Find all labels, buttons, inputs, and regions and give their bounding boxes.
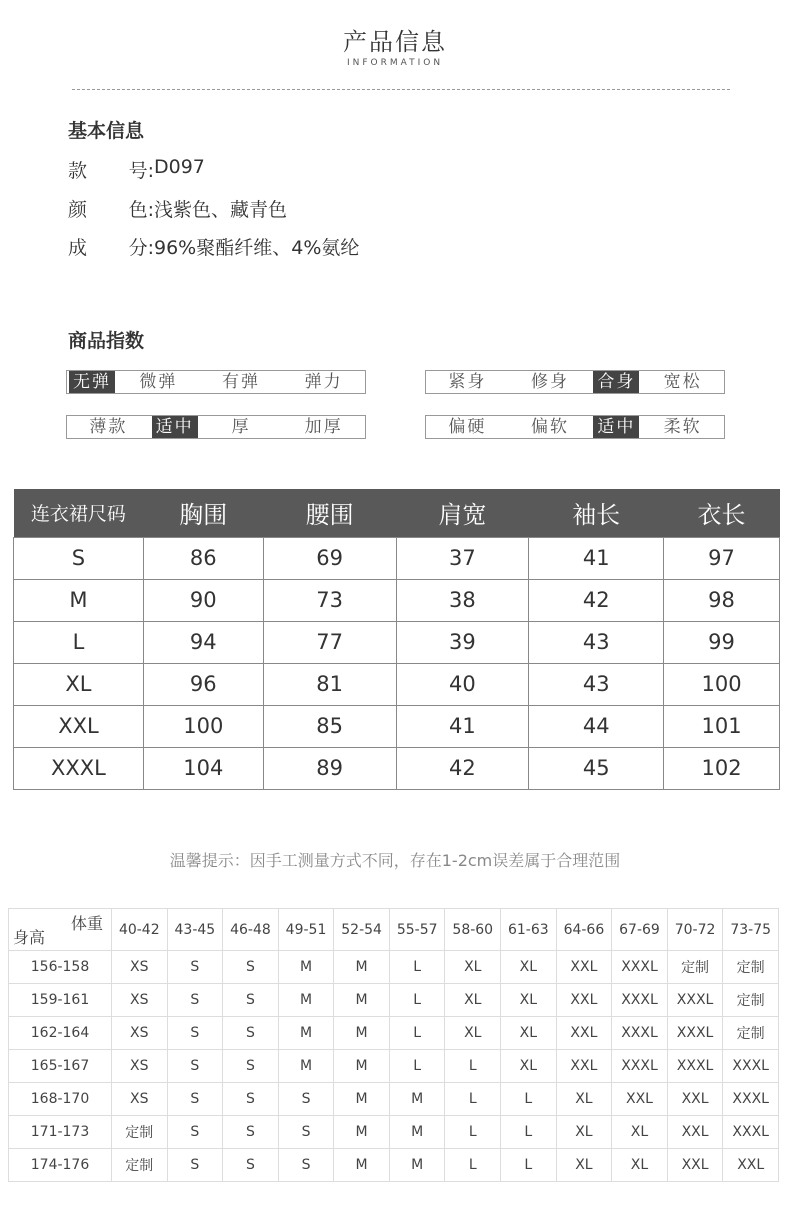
recommended-size-cell: XXL [556, 1017, 612, 1050]
recommended-size-cell: S [223, 1050, 279, 1083]
basic-info-heading: 基本信息 [68, 120, 145, 142]
weight-range-cell: 70-72 [667, 909, 723, 951]
recommended-size-cell: XL [445, 951, 501, 984]
index-scale [425, 370, 725, 394]
weight-range-cell: 52-54 [334, 909, 390, 951]
recommended-size-cell: S [167, 1149, 223, 1182]
table-row [9, 1083, 779, 1116]
size-value-cell: 73 [263, 579, 396, 621]
info-value: D097 [154, 156, 205, 178]
recommended-size-cell: 定制 [112, 1149, 168, 1182]
recommended-size-cell: M [278, 1017, 334, 1050]
weight-axis-label: 体重 [70, 914, 103, 933]
weight-header-row [9, 909, 779, 951]
recommended-size-cell: XXL [556, 1050, 612, 1083]
info-label-b: 号: [128, 160, 154, 182]
recommended-size-cell: S [167, 1083, 223, 1116]
index-option: 宽松 [663, 372, 702, 392]
height-range-cell: 159-161 [9, 984, 112, 1017]
height-range-cell: 162-164 [9, 1017, 112, 1050]
product-index-heading: 商品指数 [68, 330, 145, 352]
info-label-a: 颜 [68, 199, 88, 221]
recommended-size-cell: S [223, 1083, 279, 1116]
recommended-size-cell: S [167, 984, 223, 1017]
recommended-size-cell: XL [501, 1017, 557, 1050]
recommended-size-cell: S [167, 1116, 223, 1149]
table-row [9, 1050, 779, 1083]
size-value-cell: 42 [396, 747, 529, 789]
recommended-size-cell: M [278, 984, 334, 1017]
table-row [9, 1116, 779, 1149]
measurement-tip: 温馨提示：因手工测量方式不同，存在1-2cm误差属于合理范围 [169, 851, 621, 870]
size-col-header: 肩宽 [396, 489, 529, 537]
size-value-cell: 42 [529, 579, 664, 621]
size-value-cell: 97 [664, 537, 780, 579]
recommended-size-cell: XL [445, 1017, 501, 1050]
recommended-size-cell: L [445, 1116, 501, 1149]
recommended-size-cell: 定制 [723, 1017, 779, 1050]
recommended-size-cell: M [334, 1149, 390, 1182]
recommended-size-cell: XXL [556, 951, 612, 984]
recommended-size-cell: L [389, 951, 445, 984]
recommended-size-cell: L [445, 1050, 501, 1083]
recommended-size-cell: L [501, 1083, 557, 1116]
recommended-size-cell: 定制 [112, 1116, 168, 1149]
weight-range-cell: 67-69 [612, 909, 668, 951]
size-value-cell: 40 [396, 663, 529, 705]
size-value-cell: 101 [664, 705, 780, 747]
index-option: 修身 [531, 372, 569, 392]
recommended-size-cell: M [389, 1083, 445, 1116]
recommended-size-cell: XS [112, 1017, 168, 1050]
size-value-cell: 39 [396, 621, 529, 663]
size-label-cell: S [14, 537, 144, 579]
size-value-cell: 100 [143, 705, 263, 747]
recommended-size-cell: M [334, 951, 390, 984]
size-col-header: 衣长 [664, 489, 780, 537]
size-label-cell: M [14, 579, 144, 621]
index-option: 紧身 [448, 372, 487, 392]
recommended-size-cell: M [278, 1050, 334, 1083]
info-value: 浅紫色、藏青色 [154, 199, 288, 221]
height-axis-label: 身高 [13, 928, 46, 947]
info-label-a: 成 [68, 237, 88, 259]
weight-range-cell: 46-48 [223, 909, 279, 951]
size-value-cell: 43 [529, 663, 664, 705]
recommended-size-cell: S [167, 1017, 223, 1050]
index-option: 弹力 [304, 372, 343, 392]
table-row [14, 663, 780, 705]
recommended-size-cell: M [334, 1116, 390, 1149]
size-col-header: 连衣裙尺码 [14, 489, 144, 537]
recommended-size-cell: S [278, 1149, 334, 1182]
recommended-size-cell: M [278, 951, 334, 984]
height-range-cell: 156-158 [9, 951, 112, 984]
recommended-size-cell: S [167, 1050, 223, 1083]
index-scale [66, 415, 366, 439]
size-value-cell: 100 [664, 663, 780, 705]
weight-range-cell: 40-42 [112, 909, 168, 951]
index-option: 薄款 [89, 417, 128, 437]
index-option-selected: 合身 [593, 371, 639, 393]
recommended-size-cell: XXXL [723, 1050, 779, 1083]
recommended-size-cell: 定制 [667, 951, 723, 984]
recommended-size-cell: S [223, 1116, 279, 1149]
recommended-size-cell: L [389, 984, 445, 1017]
recommended-size-cell: XS [112, 984, 168, 1017]
index-option: 微弹 [139, 372, 178, 392]
recommended-size-cell: S [223, 1017, 279, 1050]
recommended-size-cell: XS [112, 1083, 168, 1116]
recommended-size-cell: XS [112, 1050, 168, 1083]
recommended-size-cell: XL [612, 1116, 668, 1149]
info-row [68, 156, 205, 183]
info-label-a: 款 [68, 160, 88, 182]
weight-range-cell: 64-66 [556, 909, 612, 951]
index-scale [425, 415, 725, 439]
weight-range-cell: 55-57 [389, 909, 445, 951]
size-value-cell: 104 [143, 747, 263, 789]
recommended-size-cell: S [223, 984, 279, 1017]
recommended-size-cell: S [278, 1083, 334, 1116]
size-value-cell: 69 [263, 537, 396, 579]
size-value-cell: 90 [143, 579, 263, 621]
divider [72, 89, 730, 90]
table-row [14, 747, 780, 789]
recommended-size-cell: XXXL [723, 1083, 779, 1116]
recommended-size-cell: XXXL [612, 1017, 668, 1050]
size-value-cell: 99 [664, 621, 780, 663]
size-value-cell: 94 [143, 621, 263, 663]
size-label-cell: L [14, 621, 144, 663]
info-label-b: 色: [128, 199, 154, 221]
height-range-cell: 165-167 [9, 1050, 112, 1083]
size-col-header: 胸围 [143, 489, 263, 537]
height-range-cell: 174-176 [9, 1149, 112, 1182]
weight-height-table [8, 908, 779, 1182]
recommended-size-cell: XXL [667, 1116, 723, 1149]
recommended-size-cell: XXXL [667, 1017, 723, 1050]
weight-range-cell: 58-60 [445, 909, 501, 951]
recommended-size-cell: M [334, 1017, 390, 1050]
recommended-size-cell: L [501, 1116, 557, 1149]
index-option-selected: 无弹 [69, 371, 115, 393]
index-option-selected: 适中 [593, 416, 639, 438]
size-value-cell: 102 [664, 747, 780, 789]
recommended-size-cell: XS [112, 951, 168, 984]
size-value-cell: 45 [529, 747, 664, 789]
index-option: 柔软 [663, 417, 702, 437]
recommended-size-cell: XL [445, 984, 501, 1017]
size-value-cell: 43 [529, 621, 664, 663]
table-row [9, 1017, 779, 1050]
recommended-size-cell: S [223, 951, 279, 984]
size-value-cell: 89 [263, 747, 396, 789]
recommended-size-cell: L [501, 1149, 557, 1182]
size-value-cell: 41 [529, 537, 664, 579]
weight-range-cell: 43-45 [167, 909, 223, 951]
size-value-cell: 81 [263, 663, 396, 705]
recommended-size-cell: XXXL [667, 1050, 723, 1083]
size-table-header [14, 489, 780, 537]
size-value-cell: 37 [396, 537, 529, 579]
index-scale [66, 370, 366, 394]
recommended-size-cell: XL [556, 1083, 612, 1116]
size-table [13, 489, 780, 790]
info-label [68, 233, 154, 260]
corner-cell [9, 909, 112, 951]
size-value-cell: 85 [263, 705, 396, 747]
size-value-cell: 96 [143, 663, 263, 705]
info-row [68, 233, 359, 260]
table-row [9, 951, 779, 984]
table-row [9, 1149, 779, 1182]
table-row [9, 984, 779, 1017]
recommended-size-cell: XXL [612, 1083, 668, 1116]
weight-range-cell: 61-63 [501, 909, 557, 951]
index-option: 加厚 [304, 417, 343, 437]
index-option: 偏硬 [448, 417, 487, 437]
recommended-size-cell: XXXL [612, 1050, 668, 1083]
page-title: 产品信息 [343, 28, 447, 56]
recommended-size-cell: XL [501, 1050, 557, 1083]
table-row [14, 705, 780, 747]
info-value: 96%聚酯纤维、4%氨纶 [154, 237, 360, 259]
table-row [14, 579, 780, 621]
recommended-size-cell: L [389, 1050, 445, 1083]
index-option: 偏软 [531, 417, 569, 437]
info-row [68, 195, 287, 222]
size-value-cell: 77 [263, 621, 396, 663]
size-label-cell: XL [14, 663, 144, 705]
size-col-header: 袖长 [529, 489, 664, 537]
recommended-size-cell: XXXL [667, 984, 723, 1017]
info-label [68, 156, 154, 183]
size-value-cell: 44 [529, 705, 664, 747]
recommended-size-cell: XL [501, 984, 557, 1017]
page-subtitle: INFORMATION [346, 58, 444, 68]
weight-range-cell: 73-75 [723, 909, 779, 951]
recommended-size-cell: XXXL [612, 951, 668, 984]
recommended-size-cell: 定制 [723, 951, 779, 984]
recommended-size-cell: S [223, 1149, 279, 1182]
recommended-size-cell: M [334, 1050, 390, 1083]
recommended-size-cell: S [167, 951, 223, 984]
recommended-size-cell: 定制 [723, 984, 779, 1017]
recommended-size-cell: XXXL [612, 984, 668, 1017]
recommended-size-cell: XXL [723, 1149, 779, 1182]
index-option: 有弹 [222, 372, 260, 392]
size-label-cell: XXL [14, 705, 144, 747]
size-value-cell: 41 [396, 705, 529, 747]
recommended-size-cell: XL [501, 951, 557, 984]
recommended-size-cell: XL [612, 1149, 668, 1182]
size-value-cell: 38 [396, 579, 529, 621]
info-label [68, 195, 154, 222]
recommended-size-cell: L [445, 1149, 501, 1182]
size-value-cell: 86 [143, 537, 263, 579]
recommended-size-cell: M [334, 984, 390, 1017]
recommended-size-cell: L [389, 1017, 445, 1050]
recommended-size-cell: M [389, 1149, 445, 1182]
recommended-size-cell: M [334, 1083, 390, 1116]
table-row [14, 621, 780, 663]
recommended-size-cell: XXL [556, 984, 612, 1017]
recommended-size-cell: M [389, 1116, 445, 1149]
recommended-size-cell: L [445, 1083, 501, 1116]
size-col-header: 腰围 [263, 489, 396, 537]
recommended-size-cell: XL [556, 1149, 612, 1182]
index-option: 厚 [231, 417, 251, 437]
recommended-size-cell: XXL [667, 1149, 723, 1182]
size-value-cell: 98 [664, 579, 780, 621]
table-row [14, 537, 780, 579]
index-option-selected: 适中 [152, 416, 198, 438]
size-label-cell: XXXL [14, 747, 144, 789]
info-label-b: 分: [128, 237, 154, 259]
recommended-size-cell: XXL [667, 1083, 723, 1116]
weight-range-cell: 49-51 [278, 909, 334, 951]
recommended-size-cell: XXXL [723, 1116, 779, 1149]
height-range-cell: 171-173 [9, 1116, 112, 1149]
recommended-size-cell: XL [556, 1116, 612, 1149]
recommended-size-cell: S [278, 1116, 334, 1149]
height-range-cell: 168-170 [9, 1083, 112, 1116]
